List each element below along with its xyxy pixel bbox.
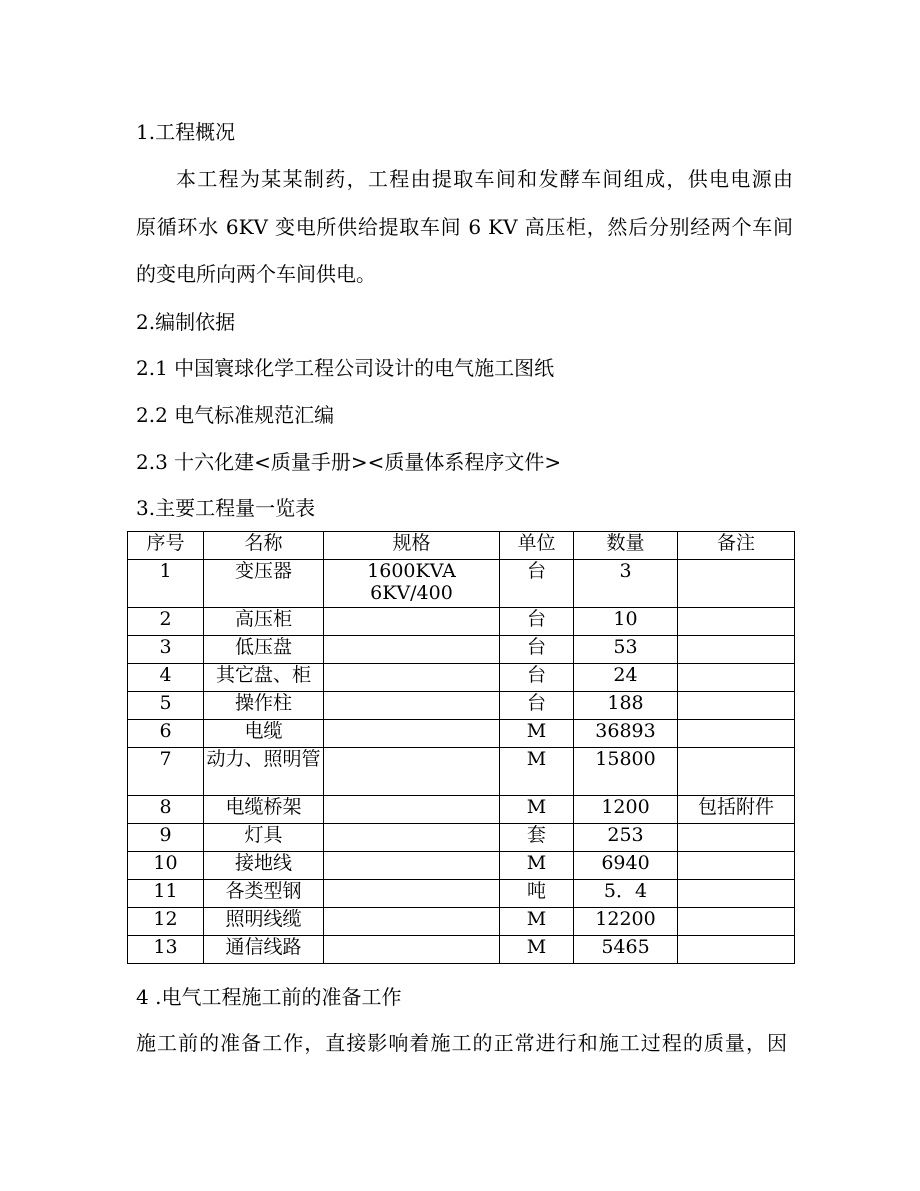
section-1-para-line-1: 本工程为某某制药，工程由提取车间和发酵车间组成，供电电源由 [176,167,793,191]
section-2-item-1: 2.1 中国寰球化学工程公司设计的电气施工图纸 [136,356,555,380]
cell-no: 2 [128,608,204,636]
header-name: 名称 [204,532,324,560]
cell-note [678,748,795,796]
cell-spec [324,692,500,720]
cell-note [678,880,795,908]
cell-note [678,636,795,664]
cell-note [678,692,795,720]
header-note: 备注 [678,532,795,560]
cell-name: 电缆 [204,720,324,748]
cell-note [678,608,795,636]
cell-unit: M [500,796,574,824]
cell-qty: 36893 [574,720,678,748]
cell-name: 动力、照明管 [204,748,324,796]
cell-spec [324,664,500,692]
cell-unit: 套 [500,824,574,852]
header-unit: 单位 [500,532,574,560]
cell-no: 1 [128,560,204,608]
table-row [128,824,795,852]
header-spec: 规格 [324,532,500,560]
cell-unit: 台 [500,560,574,608]
cell-note [678,664,795,692]
section-3-title: 3.主要工程量一览表 [136,496,316,520]
cell-unit: 台 [500,664,574,692]
cell-note [678,852,795,880]
cell-spec [324,880,500,908]
cell-unit: 台 [500,608,574,636]
cell-name: 通信线路 [204,936,324,964]
table-row [128,908,795,936]
cell-name: 操作柱 [204,692,324,720]
cell-no: 12 [128,908,204,936]
cell-name: 电缆桥架 [204,796,324,824]
section-4-title: 4 .电气工程施工前的准备工作 [136,985,402,1009]
section-1-title: 1.工程概况 [136,120,236,144]
table-row [128,748,795,796]
cell-qty: 10 [574,608,678,636]
section-2-item-3: 2.3 十六化建<质量手册><质量体系程序文件> [136,450,562,474]
cell-unit: M [500,936,574,964]
table-row [128,608,795,636]
cell-spec [324,908,500,936]
cell-name: 高压柜 [204,608,324,636]
cell-no: 7 [128,748,204,796]
cell-qty: 12200 [574,908,678,936]
cell-note [678,560,795,608]
cell-unit: 吨 [500,880,574,908]
table-row [128,664,795,692]
table-row [128,936,795,964]
cell-spec [324,720,500,748]
table-row [128,880,795,908]
cell-no: 6 [128,720,204,748]
cell-no: 11 [128,880,204,908]
section-2-title: 2.编制依据 [136,310,236,334]
cell-spec [324,748,500,796]
cell-name: 灯具 [204,824,324,852]
header-no: 序号 [128,532,204,560]
cell-qty: 5465 [574,936,678,964]
cell-unit: M [500,852,574,880]
cell-qty: 3 [574,560,678,608]
cell-unit: 台 [500,636,574,664]
cell-qty: 53 [574,636,678,664]
cell-no: 9 [128,824,204,852]
table-row [128,692,795,720]
cell-name: 各类型钢 [204,880,324,908]
section-1-para-line-2: 原循环水 6KV 变电所供给提取车间 6 KV 高压柜，然后分别经两个车间 [136,215,793,239]
cell-qty: 5．4 [574,880,678,908]
header-qty: 数量 [574,532,678,560]
cell-no: 8 [128,796,204,824]
cell-spec [324,824,500,852]
cell-unit: M [500,720,574,748]
cell-note [678,936,795,964]
cell-name: 低压盘 [204,636,324,664]
section-2-item-2: 2.2 电气标准规范汇编 [136,403,335,427]
cell-name: 其它盘、柜 [204,664,324,692]
cell-qty: 253 [574,824,678,852]
cell-no: 3 [128,636,204,664]
table-row [128,720,795,748]
cell-spec [324,796,500,824]
cell-unit: M [500,748,574,796]
cell-no: 5 [128,692,204,720]
cell-no: 13 [128,936,204,964]
table-row [128,796,795,824]
cell-spec [324,636,500,664]
cell-no: 10 [128,852,204,880]
cell-note: 包括附件 [678,796,795,824]
cell-spec [324,608,500,636]
cell-name: 照明线缆 [204,908,324,936]
cell-note [678,824,795,852]
section-1-para-line-3: 的变电所向两个车间供电。 [136,262,376,286]
cell-no: 4 [128,664,204,692]
cell-name: 变压器 [204,560,324,608]
cell-qty: 188 [574,692,678,720]
table-row [128,560,795,608]
cell-qty: 6940 [574,852,678,880]
cell-spec [324,852,500,880]
section-4-para-line-1: 施工前的准备工作，直接影响着施工的正常进行和施工过程的质量，因 [136,1031,787,1055]
cell-note [678,720,795,748]
cell-spec [324,936,500,964]
quantity-table [127,531,795,964]
cell-qty: 15800 [574,748,678,796]
cell-unit: M [500,908,574,936]
cell-spec: 1600KVA 6KV/400 [324,560,500,608]
table-header-row [128,532,795,560]
cell-note [678,908,795,936]
table-row [128,852,795,880]
table-row [128,636,795,664]
cell-name: 接地线 [204,852,324,880]
cell-unit: 台 [500,692,574,720]
cell-qty: 24 [574,664,678,692]
cell-qty: 1200 [574,796,678,824]
